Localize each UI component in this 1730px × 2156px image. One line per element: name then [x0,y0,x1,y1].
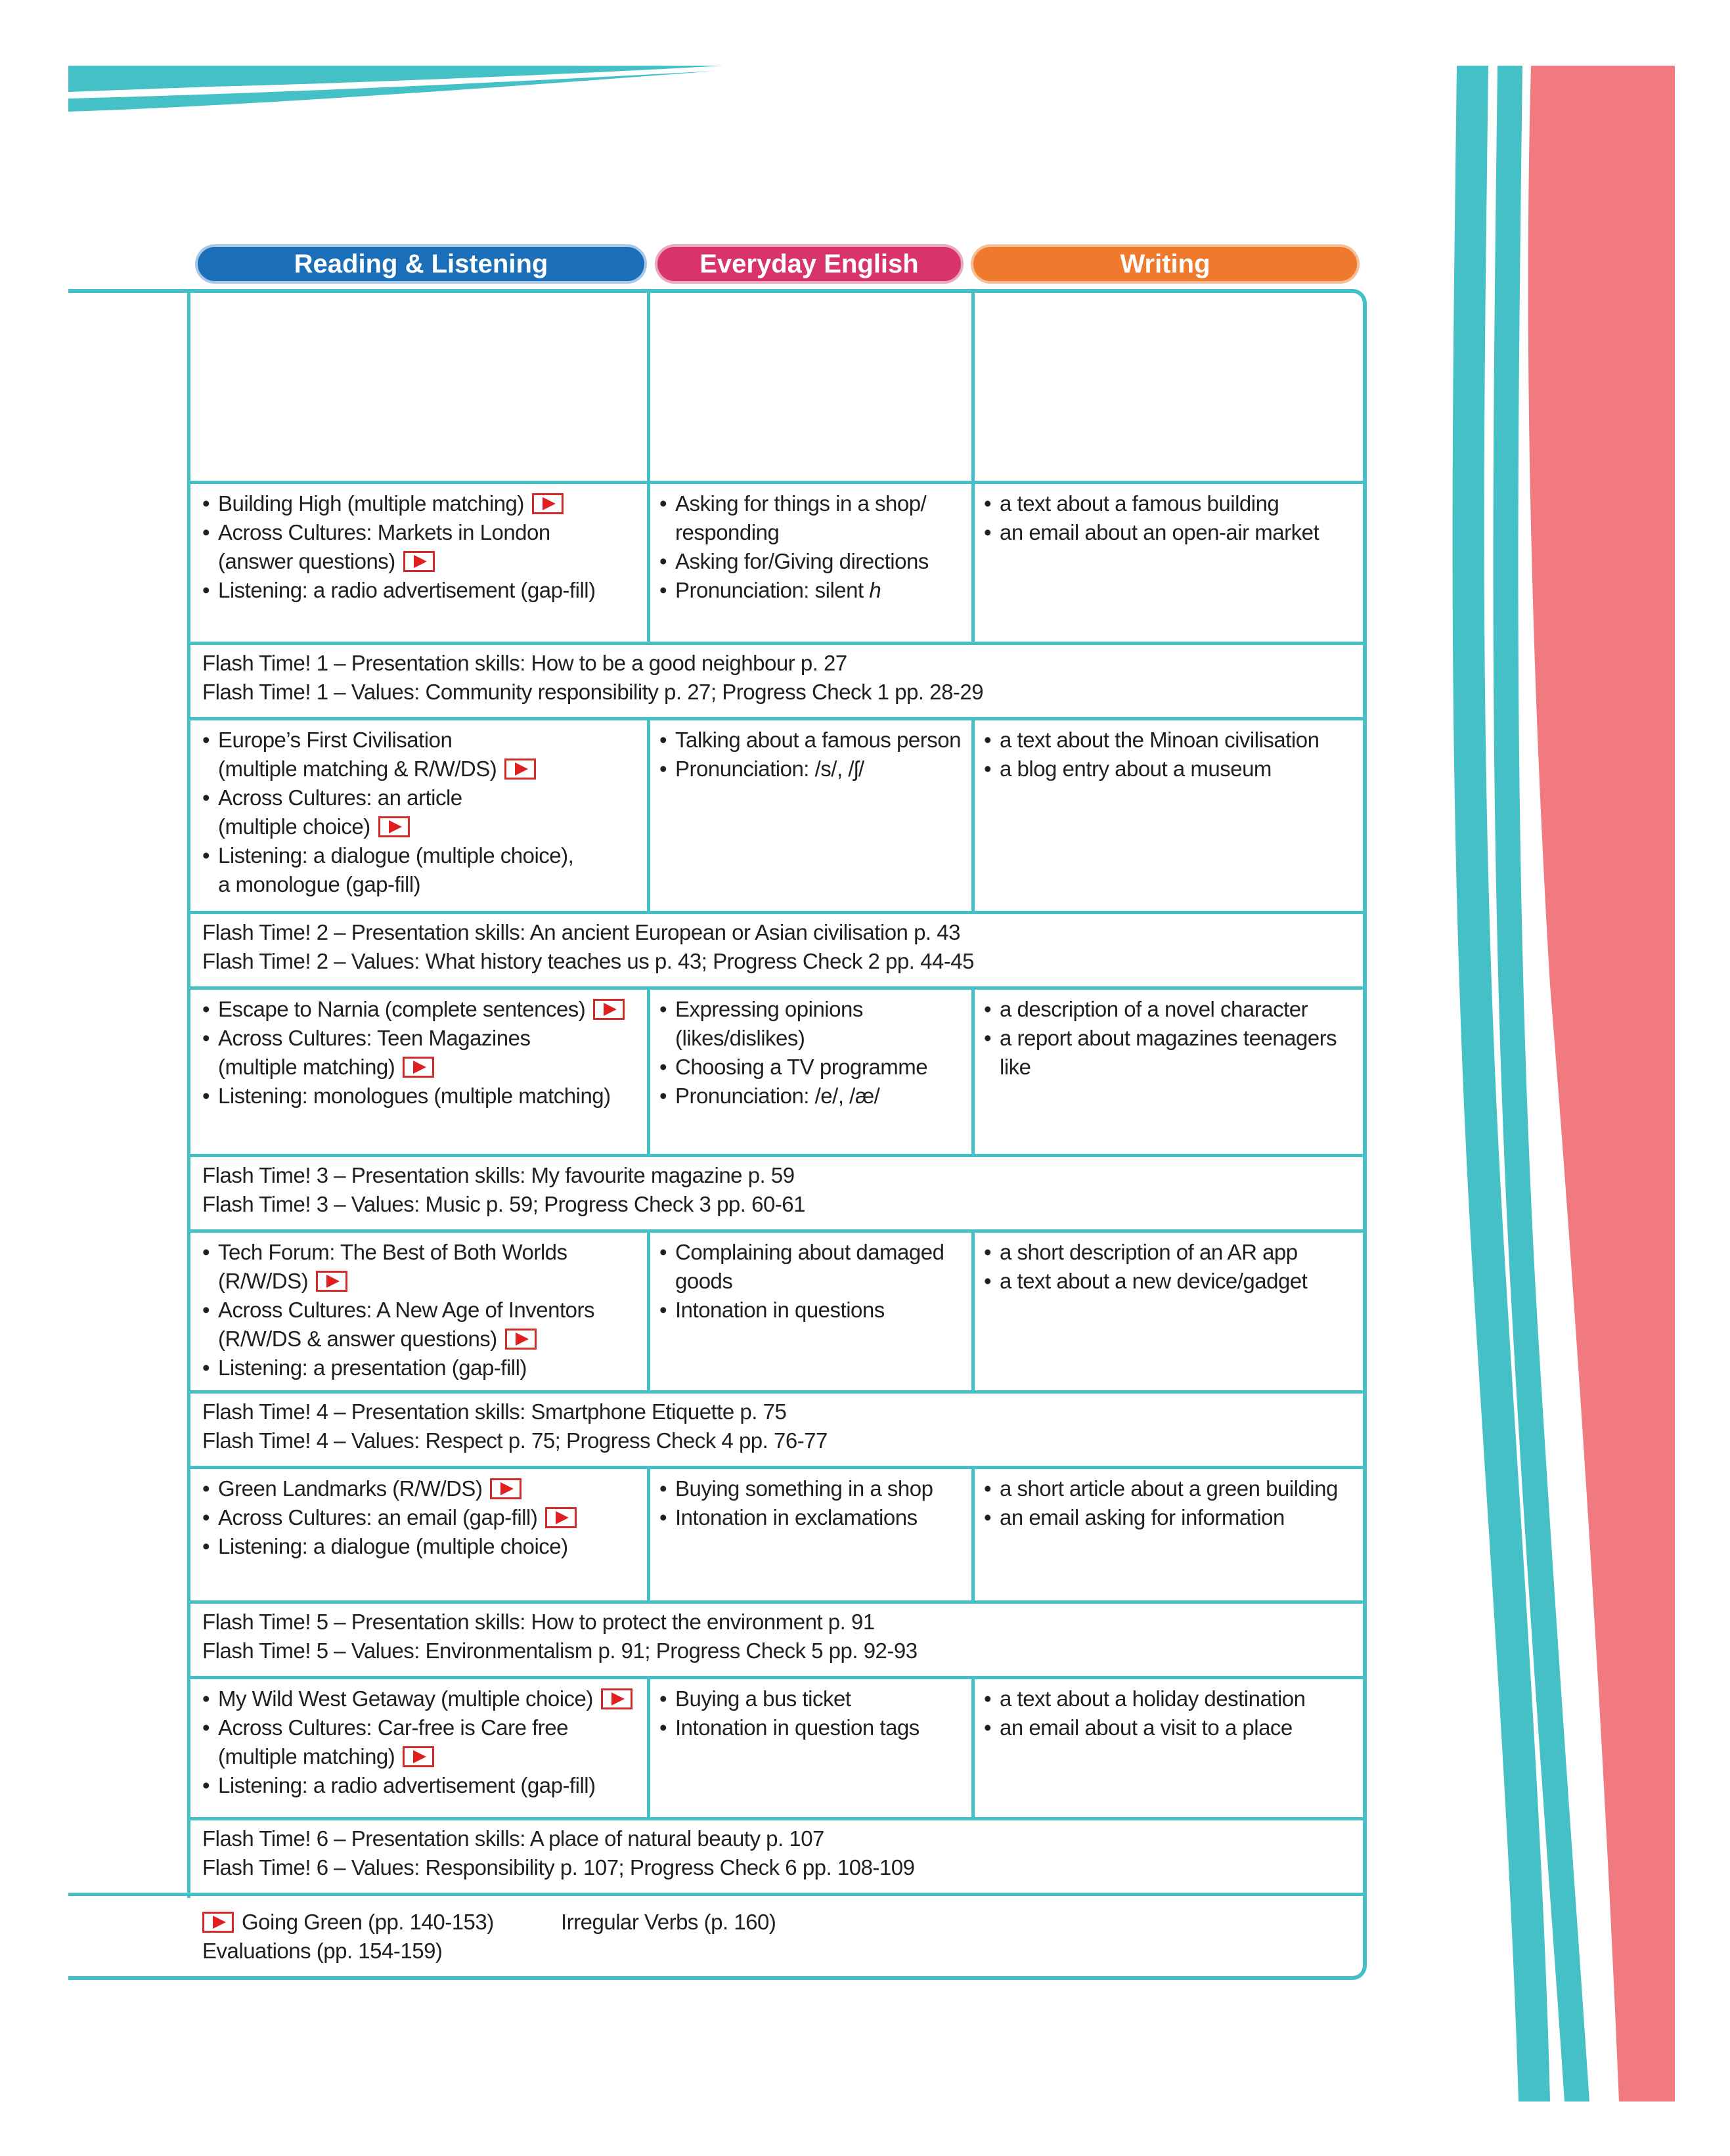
unit-1-everyday-english-cell [659,489,968,605]
video-icon[interactable] [504,759,536,780]
list-item: responding [675,520,780,544]
list-item: • Tech Forum: The Best of Both Worlds [202,1238,642,1267]
column-divider-2 [971,289,975,644]
list-item: • Choosing a TV programme [659,1053,968,1082]
column-divider-1 [647,986,650,1157]
column-divider-2 [971,717,975,914]
list-item: • Intonation in questions [659,1296,968,1325]
list-item: • Across Cultures: A New Age of Inventors [202,1296,642,1325]
list-item: • Asking for/Giving directions [659,547,968,576]
video-icon[interactable] [545,1507,577,1528]
list-item: • an email about an open-air market [984,518,1358,547]
list-item: (multiple matching) [202,1742,642,1771]
list-item: • Buying something in a shop [659,1474,968,1503]
list-item: (likes/dislikes) [675,1026,805,1050]
list-item: • a blog entry about a museum [984,755,1358,783]
video-icon[interactable] [505,1329,537,1350]
list-item: • a short article about a green building [984,1474,1358,1503]
video-icon[interactable] [403,1746,434,1767]
list-item: goods [675,1269,733,1293]
column-divider-1 [647,1466,650,1604]
row-divider [190,642,1366,645]
right-teal-stripe-inner [1494,66,1589,2101]
unit-3-everyday-english-cell [659,995,968,1111]
flash-time-row-1 [202,649,983,707]
flash-time-values: Flash Time! 2 – Values: What history teaches us p. 43; Progress Check 2 pp. 44-45 [202,949,974,973]
column-header-reading-listening: Reading & Listening [195,244,647,284]
flash-time-presentation: Flash Time! 2 – Presentation skills: An ancient European or Asian civilisation p. 43 [202,920,960,944]
list-item: • Listening: a dialogue (multiple choice) [202,1532,642,1561]
list-item: (R/W/DS & answer questions) [202,1325,642,1353]
right-coral-band [1528,66,1675,2101]
italic-letter: h [869,578,881,602]
row-divider [190,911,1366,914]
unit-4-writing-cell [984,1238,1358,1296]
flash-time-presentation: Flash Time! 1 – Presentation skills: How to be a good neighbour p. 27 [202,651,847,675]
list-item: • a text about the Minoan civilisation [984,726,1358,755]
footer-divider [68,1893,1366,1896]
list-item: • Across Cultures: Teen Magazines [202,1024,642,1053]
top-teal-brush-stroke [68,66,722,92]
list-item: • Europe’s First Civilisation [202,726,642,755]
flash-time-presentation: Flash Time! 4 – Presentation skills: Smartphone Etiquette p. 75 [202,1399,787,1424]
unit-6-everyday-english-cell [659,1684,968,1742]
flash-time-row-3 [202,1161,805,1219]
video-icon[interactable] [202,1912,234,1933]
list-item: • Across Cultures: Markets in London [202,518,642,547]
column-divider-1 [647,1676,650,1820]
footer-irregular-verbs: Irregular Verbs (p. 160) [561,1910,776,1934]
list-item: • Buying a bus ticket [659,1684,968,1713]
flash-time-row-4 [202,1397,828,1455]
unit-3-reading-cell [202,995,642,1111]
list-item: • Across Cultures: an article [202,783,642,812]
unit-4-everyday-english-cell [659,1238,968,1325]
list-item: • a report about magazines teenagers [984,1024,1358,1053]
column-divider-1 [647,289,650,644]
row-divider [190,717,1366,720]
flash-time-row-2 [202,918,974,976]
unit-3-writing-cell [984,995,1358,1082]
list-item: (R/W/DS) [202,1267,642,1296]
list-item: • a text about a famous building [984,489,1358,518]
column-divider-2 [971,1229,975,1394]
list-item: • a text about a holiday destination [984,1684,1358,1713]
list-item: • Expressing opinions [659,995,968,1024]
column-divider-1 [647,717,650,914]
list-item: (multiple matching) [202,1053,642,1082]
flash-time-row-5 [202,1608,918,1665]
flash-time-row-6 [202,1824,914,1882]
list-item: (multiple choice) [202,812,642,841]
list-item: • Complaining about damaged [659,1238,968,1267]
row-divider [190,1229,1366,1233]
unit-5-reading-cell [202,1474,642,1561]
flash-time-values: Flash Time! 6 – Values: Responsibility p. 107; Progress Check 6 pp. 108-109 [202,1855,915,1880]
list-item: • Building High (multiple matching) [202,489,642,518]
row-divider [190,986,1366,990]
unit-5-everyday-english-cell [659,1474,968,1532]
unit-1-writing-cell [984,489,1358,547]
list-item: (multiple matching & R/W/DS) [202,755,642,783]
list-item: a monologue (gap-fill) [218,872,421,896]
flash-time-presentation: Flash Time! 6 – Presentation skills: A place of natural beauty p. 107 [202,1826,824,1851]
flash-time-values: Flash Time! 5 – Values: Environmentalism p. 91; Progress Check 5 pp. 92-93 [202,1639,918,1663]
flash-time-presentation: Flash Time! 5 – Presentation skills: How to protect the environment p. 91 [202,1610,875,1634]
video-icon[interactable] [490,1478,521,1499]
row-divider [190,1154,1366,1157]
list-item: • Listening: monologues (multiple matching) [202,1082,642,1111]
list-item: (answer questions) [202,547,642,576]
video-icon[interactable] [593,999,625,1020]
list-item: • a text about a new device/gadget [984,1267,1358,1296]
top-teal-brush-stroke-lower [68,71,716,112]
list-item: • Escape to Narnia (complete sentences) [202,995,642,1024]
flash-time-values: Flash Time! 3 – Values: Music p. 59; Progress Check 3 pp. 60-61 [202,1192,806,1216]
list-item: • Across Cultures: an email (gap-fill) [202,1503,642,1532]
video-icon[interactable] [316,1271,347,1292]
list-item: • Listening: a radio advertisement (gap-fill) [202,1771,642,1800]
list-item: • a description of a novel character [984,995,1358,1024]
video-icon[interactable] [378,816,410,837]
list-item: • Pronunciation: /s/, /ʃ/ [659,755,968,783]
table-left-border [187,289,190,1898]
row-divider [190,1676,1366,1679]
footer-evaluations: Evaluations (pp. 154-159) [202,1939,443,1963]
row-divider [190,1390,1366,1394]
unit-2-writing-cell [984,726,1358,783]
unit-6-writing-cell [984,1684,1358,1742]
video-icon[interactable] [601,1688,632,1709]
row-divider [190,1600,1366,1604]
video-icon[interactable] [403,551,435,572]
list-item: • a short description of an AR app [984,1238,1358,1267]
column-header-everyday-english: Everyday English [655,244,964,284]
unit-2-everyday-english-cell [659,726,968,783]
row-divider [190,481,1366,484]
unit-1-reading-cell [202,489,642,605]
flash-time-presentation: Flash Time! 3 – Presentation skills: My favourite magazine p. 59 [202,1163,795,1187]
list-item: • Intonation in question tags [659,1713,968,1742]
list-item: • Talking about a famous person [659,726,968,755]
list-item: • Listening: a presentation (gap-fill) [202,1353,642,1382]
list-item: • an email about a visit to a place [984,1713,1358,1742]
unit-2-reading-cell [202,726,642,899]
list-item: like [1000,1055,1031,1079]
list-item: • Pronunciation: /e/, /æ/ [659,1082,968,1111]
list-item: • Across Cultures: Car-free is Care free [202,1713,642,1742]
list-item: • Listening: a radio advertisement (gap-fill) [202,576,642,605]
column-divider-2 [971,1676,975,1820]
unit-6-reading-cell [202,1684,642,1800]
video-icon[interactable] [532,493,564,514]
right-teal-stripe-outer [1453,66,1550,2101]
column-divider-1 [647,1229,650,1394]
flash-time-values: Flash Time! 1 – Values: Community responsibility p. 27; Progress Check 1 pp. 28-29 [202,680,984,704]
list-item: • My Wild West Getaway (multiple choice) [202,1684,642,1713]
list-item: • Pronunciation: silent h [659,576,968,605]
unit-5-writing-cell [984,1474,1358,1532]
list-item: • Green Landmarks (R/W/DS) [202,1474,642,1503]
row-divider [190,1466,1366,1469]
column-header-writing: Writing [971,244,1360,284]
column-divider-2 [971,1466,975,1604]
list-item: • Listening: a dialogue (multiple choice), [202,841,642,870]
row-divider [190,1817,1366,1820]
list-item: • Intonation in exclamations [659,1503,968,1532]
flash-time-values: Flash Time! 4 – Values: Respect p. 75; Progress Check 4 pp. 76-77 [202,1428,828,1453]
list-item: • Asking for things in a shop/ [659,489,968,518]
list-item: • an email asking for information [984,1503,1358,1532]
unit-4-reading-cell [202,1238,642,1382]
video-icon[interactable] [403,1057,434,1078]
column-divider-2 [971,986,975,1157]
footer-going-green: Going Green (pp. 140-153) [202,1908,494,1937]
